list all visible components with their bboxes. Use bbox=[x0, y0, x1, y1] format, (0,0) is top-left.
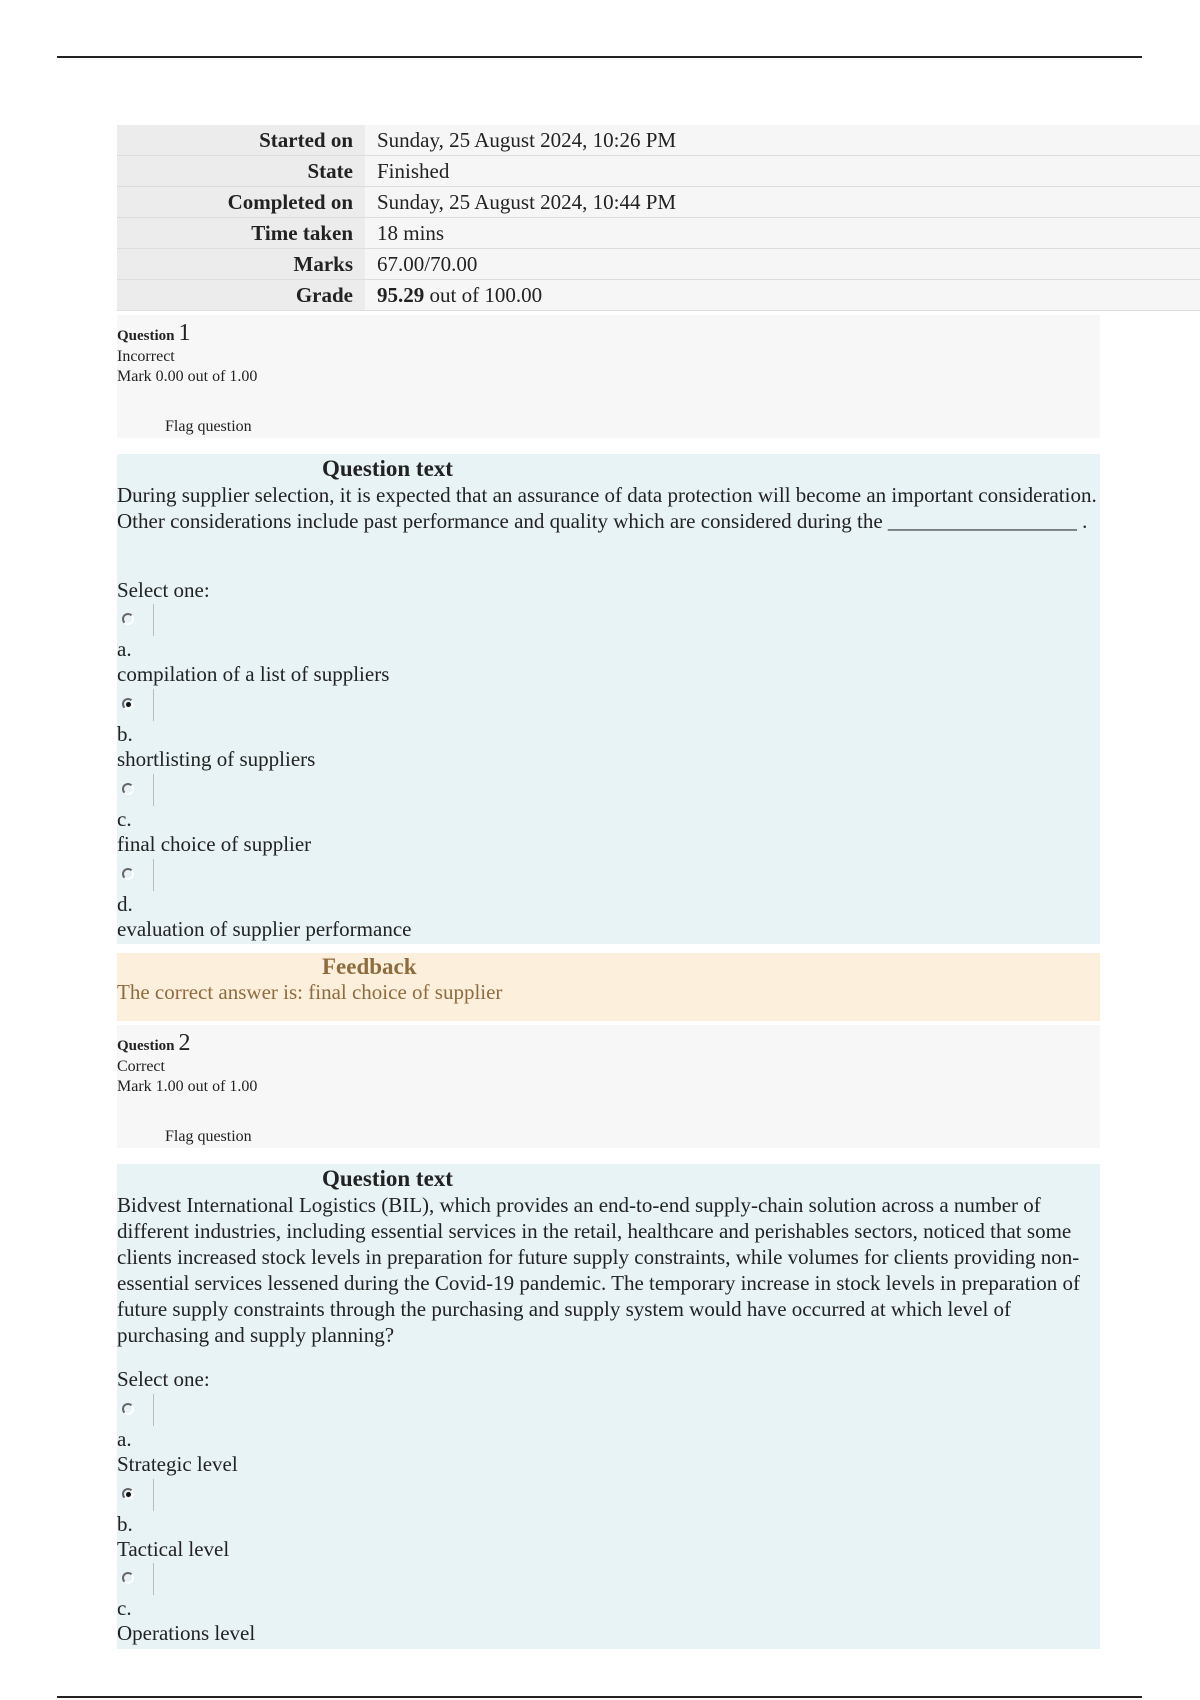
radio-circle-icon bbox=[122, 1572, 134, 1584]
bottom-rule bbox=[57, 1696, 1142, 1698]
radio-button[interactable] bbox=[117, 604, 154, 636]
answer-option-a[interactable] bbox=[117, 1394, 717, 1478]
summary-label: Grade bbox=[117, 280, 365, 311]
question-prefix: Question bbox=[117, 328, 175, 344]
feedback-text: The correct answer is: final choice of supplier bbox=[117, 980, 503, 1004]
radio-circle-icon bbox=[122, 783, 134, 795]
grade-score: 95.29 bbox=[377, 282, 425, 307]
radio-selected-icon bbox=[122, 1488, 134, 1500]
option-text: Tactical level bbox=[117, 1537, 230, 1561]
summary-row-state bbox=[117, 156, 1200, 187]
option-text: Strategic level bbox=[117, 1452, 238, 1476]
summary-value: Sunday, 25 August 2024, 10:44 PM bbox=[365, 187, 1200, 218]
radio-circle-icon bbox=[122, 1403, 134, 1415]
option-letter: b. bbox=[117, 722, 133, 746]
summary-value bbox=[365, 280, 1200, 311]
radio-button[interactable] bbox=[117, 774, 154, 806]
option-letter: a. bbox=[117, 1427, 132, 1451]
select-one-label: Select one: bbox=[117, 1367, 210, 1391]
question-1-info bbox=[117, 315, 1100, 438]
option-text: evaluation of supplier performance bbox=[117, 917, 412, 941]
summary-label: Started on bbox=[117, 125, 365, 156]
question-2-content bbox=[117, 1164, 1100, 1649]
option-text: shortlisting of suppliers bbox=[117, 747, 316, 771]
question-mark: Mark 1.00 out of 1.00 bbox=[117, 1078, 258, 1095]
summary-row-time-taken bbox=[117, 218, 1200, 249]
question-number bbox=[117, 320, 191, 347]
summary-value: 18 mins bbox=[365, 218, 1200, 249]
attempt-summary-table bbox=[117, 125, 1200, 311]
option-letter: c. bbox=[117, 1596, 132, 1620]
radio-selected-icon bbox=[122, 698, 134, 710]
question-text: Bidvest International Logistics (BIL), which provides an end-to-end supply-chain solution across a number of different industries, including essential services in the retail, healthcare and perishables sectors, noticed that some clients increased stock levels in preparation for future supply constraints, while volumes for clients providing non-essential services lessened during the Covid-19 pandemic. The temporary increase in stock levels in preparation of future supply constraints through the purchasing and supply system would have occurred at which level of purchasing and supply planning? bbox=[117, 1193, 1080, 1347]
summary-row-completed bbox=[117, 187, 1200, 218]
summary-row-grade bbox=[117, 280, 1200, 311]
radio-button[interactable] bbox=[117, 1394, 154, 1426]
grade-out-of: out of 100.00 bbox=[424, 282, 543, 307]
radio-button[interactable] bbox=[117, 689, 154, 721]
flag-question-link[interactable]: Flag question bbox=[165, 1128, 252, 1145]
summary-label: Completed on bbox=[117, 187, 365, 218]
question-state: Correct bbox=[117, 1058, 165, 1075]
question-text-heading: Question text bbox=[322, 1166, 453, 1191]
option-letter: d. bbox=[117, 892, 133, 916]
option-text: final choice of supplier bbox=[117, 832, 312, 856]
feedback-heading: Feedback bbox=[322, 954, 417, 979]
summary-label: State bbox=[117, 156, 365, 187]
summary-value: Sunday, 25 August 2024, 10:26 PM bbox=[365, 125, 1200, 156]
question-text-heading: Question text bbox=[322, 456, 453, 481]
answer-option-c[interactable] bbox=[117, 774, 717, 858]
question-number-value: 2 bbox=[178, 1030, 191, 1056]
question-number bbox=[117, 1030, 191, 1057]
question-number-value: 1 bbox=[178, 320, 191, 346]
radio-circle-icon bbox=[122, 613, 134, 625]
question-2-info bbox=[117, 1025, 1100, 1148]
question-text: During supplier selection, it is expected that an assurance of data protection will become an important consideration. Other considerations include past performance and quality which are considered during the __________________ . bbox=[117, 483, 1097, 533]
radio-button[interactable] bbox=[117, 1563, 154, 1595]
question-prefix: Question bbox=[117, 1038, 175, 1054]
summary-label: Marks bbox=[117, 249, 365, 280]
option-letter: c. bbox=[117, 807, 132, 831]
radio-button[interactable] bbox=[117, 859, 154, 891]
summary-value: Finished bbox=[365, 156, 1200, 187]
summary-value: 67.00/70.00 bbox=[365, 249, 1200, 280]
option-letter: b. bbox=[117, 1512, 133, 1536]
summary-label: Time taken bbox=[117, 218, 365, 249]
option-text: compilation of a list of suppliers bbox=[117, 662, 390, 686]
question-mark: Mark 0.00 out of 1.00 bbox=[117, 368, 258, 385]
summary-row-started bbox=[117, 125, 1200, 156]
question-state: Incorrect bbox=[117, 348, 175, 365]
answer-option-d[interactable] bbox=[117, 859, 717, 943]
top-rule bbox=[57, 56, 1142, 58]
answer-option-a[interactable] bbox=[117, 604, 717, 688]
question-1-feedback bbox=[117, 953, 1100, 1021]
select-one-label: Select one: bbox=[117, 578, 210, 602]
answer-option-b[interactable] bbox=[117, 1479, 717, 1563]
radio-button[interactable] bbox=[117, 1479, 154, 1511]
option-letter: a. bbox=[117, 637, 132, 661]
radio-circle-icon bbox=[122, 868, 134, 880]
answer-option-b[interactable] bbox=[117, 689, 717, 773]
summary-row-marks bbox=[117, 249, 1200, 280]
flag-question-link[interactable]: Flag question bbox=[165, 418, 252, 435]
answer-option-c[interactable] bbox=[117, 1563, 717, 1647]
option-text: Operations level bbox=[117, 1621, 256, 1645]
question-1-content bbox=[117, 454, 1100, 944]
